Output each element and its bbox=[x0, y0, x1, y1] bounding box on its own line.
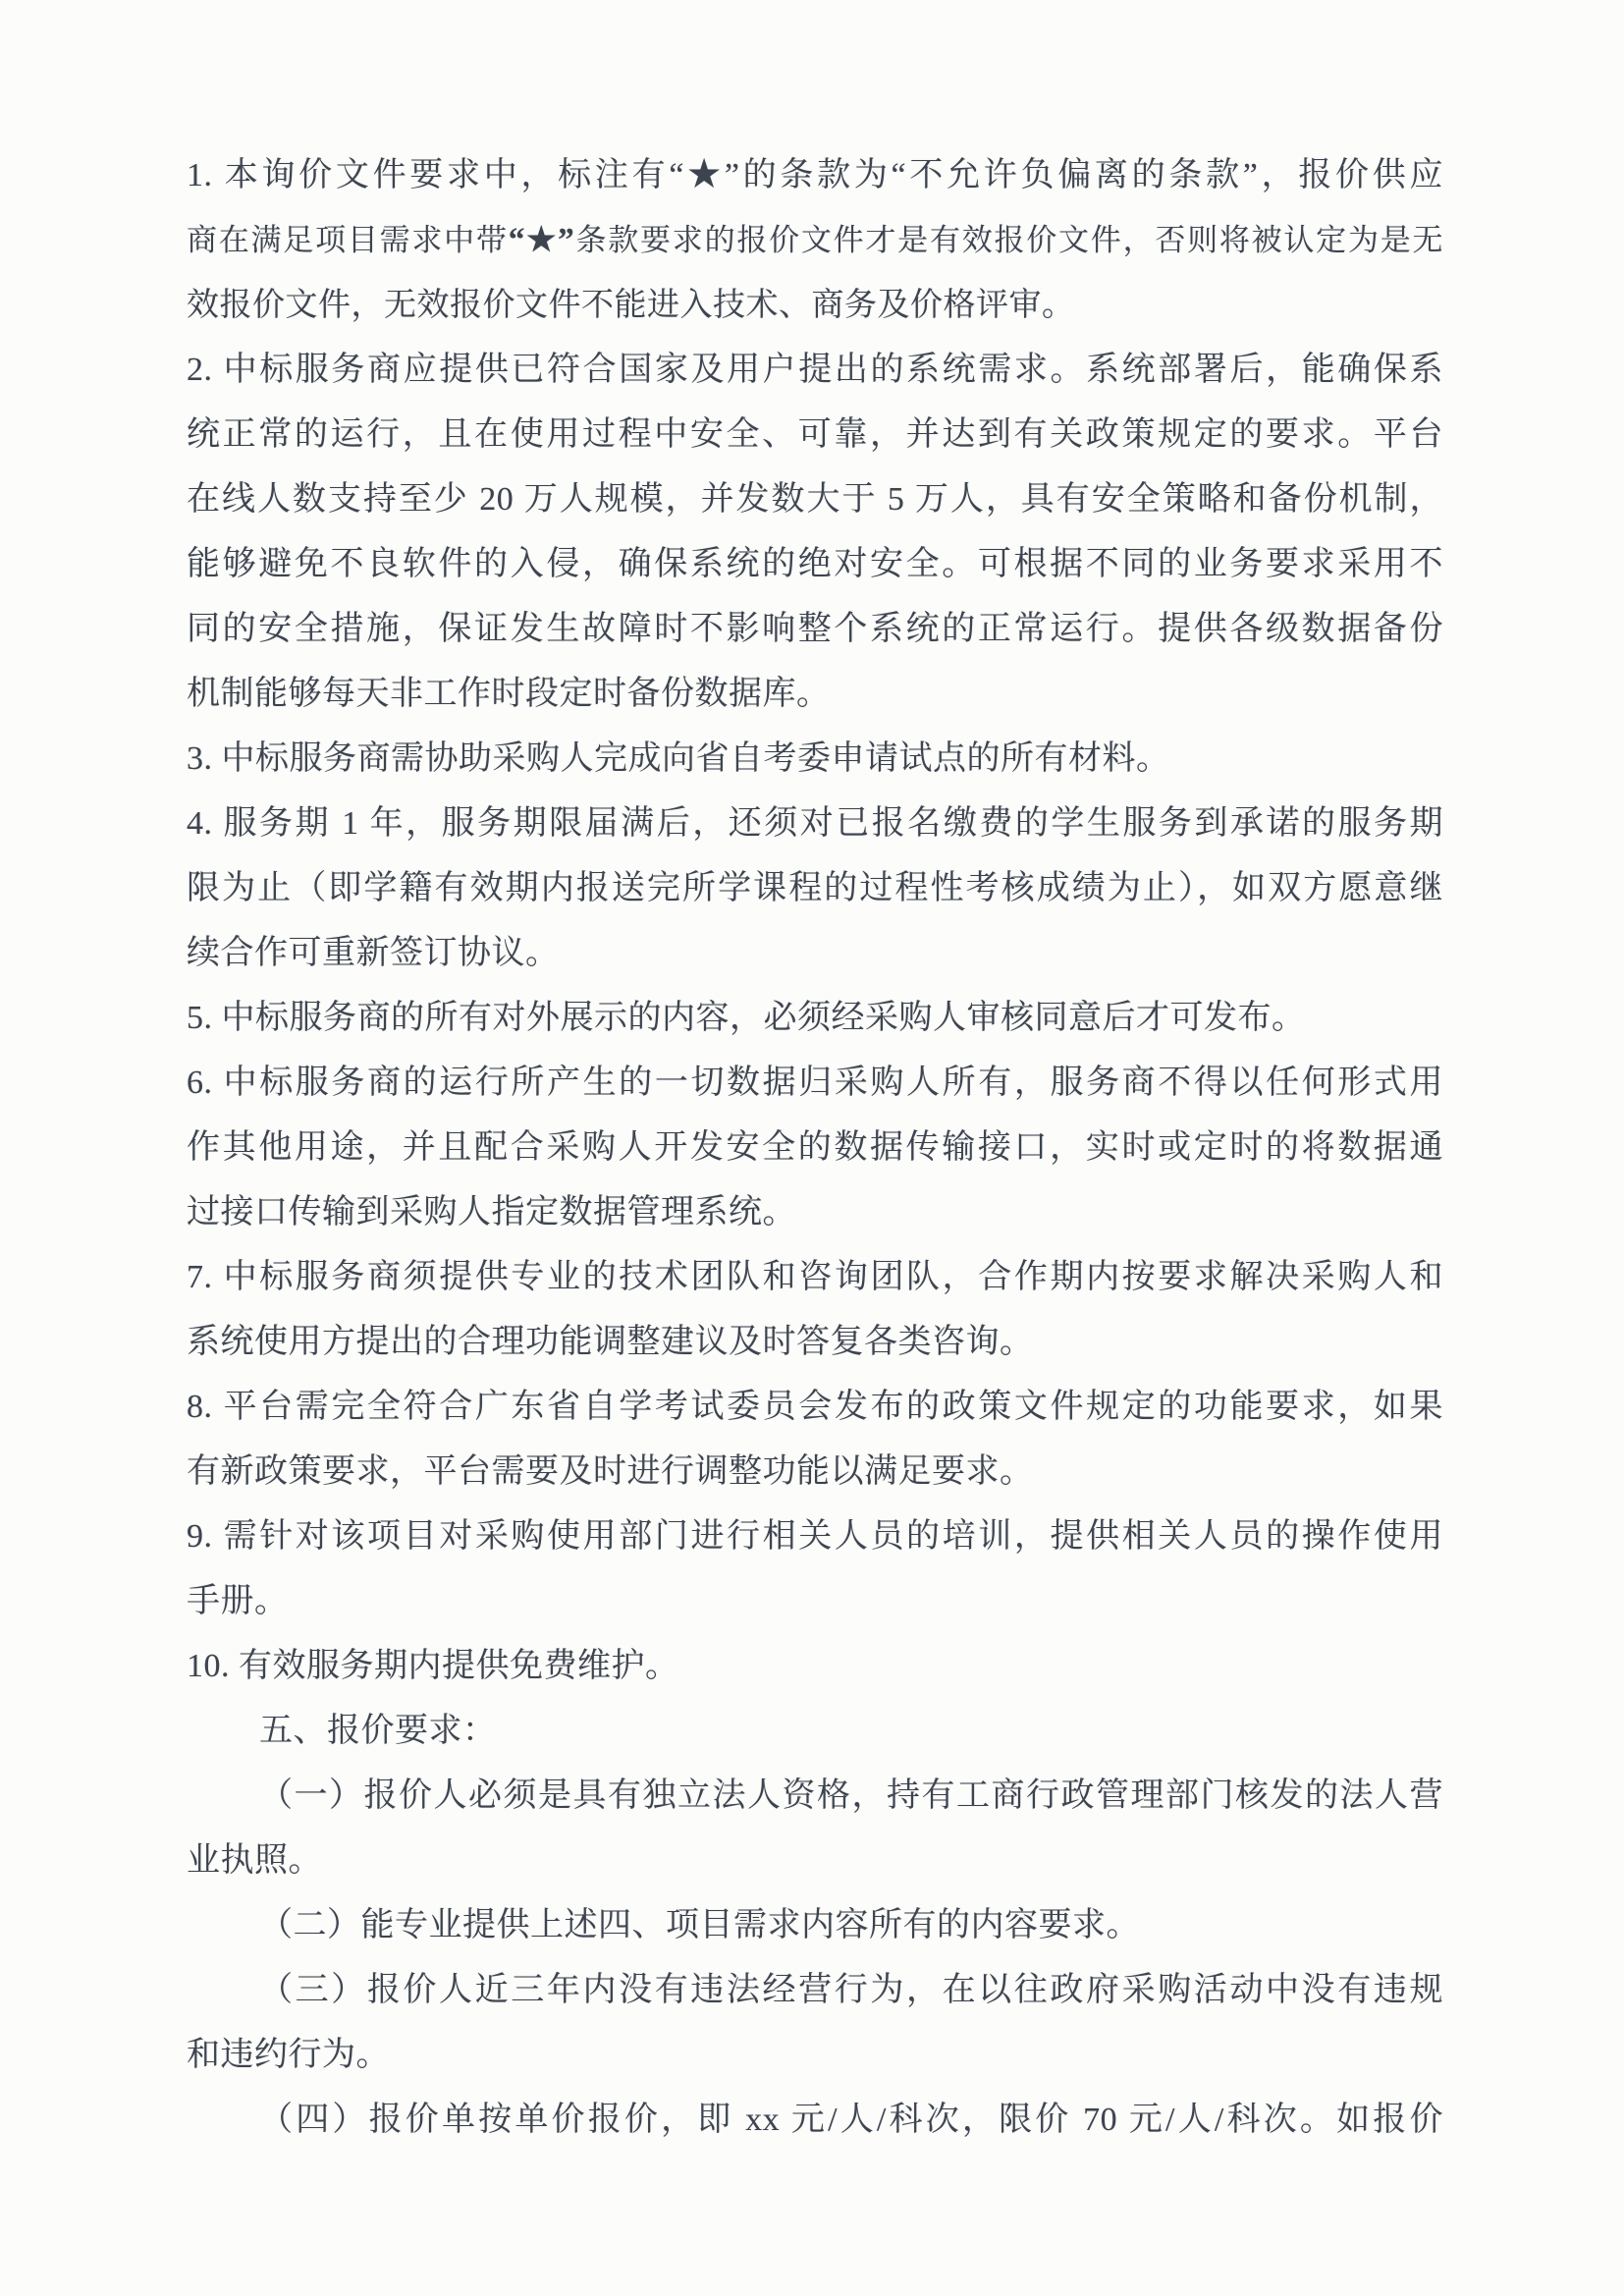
text-line: 10. 有效服务期内提供免费维护。 bbox=[187, 1648, 679, 1684]
text-line: 6. 中标服务商的运行所产生的一切数据归采购人所有，服务商不得以任何形式用 bbox=[187, 1065, 1443, 1101]
text-line: 和违约行为。 bbox=[187, 2037, 390, 2073]
text-line: 续合作可重新签订协议。 bbox=[187, 935, 560, 971]
text-line: 在线人数支持至少 20 万人规模，并发数大于 5 万人，具有安全策略和备份机制， bbox=[187, 481, 1443, 518]
text-line: 2. 中标服务商应提供已符合国家及用户提出的系统需求。系统部署后，能确保系 bbox=[187, 352, 1443, 388]
text-line: 限为止（即学籍有效期内报送完所学课程的过程性考核成绩为止），如双方愿意继 bbox=[187, 870, 1443, 906]
text-line: 有新政策要求，平台需要及时进行调整功能以满足要求。 bbox=[187, 1453, 1034, 1490]
text-block bbox=[187, 143, 1443, 2153]
text-line: 7. 中标服务商须提供专业的技术团队和咨询团队，合作期内按要求解决采购人和 bbox=[187, 1259, 1443, 1295]
text-line: 1. 本询价文件要求中，标注有“★”的条款为“不允许负偏离的条款”，报价供应 bbox=[187, 157, 1443, 193]
text-line: 统正常的运行，且在使用过程中安全、可靠，并达到有关政策规定的要求。平台 bbox=[187, 416, 1443, 453]
text-line: 同的安全措施，保证发生故障时不影响整个系统的正常运行。提供各级数据备份 bbox=[187, 611, 1443, 647]
text-line: 9. 需针对该项目对采购使用部门进行相关人员的培训，提供相关人员的操作使用 bbox=[187, 1518, 1443, 1555]
text-line: 3. 中标服务商需协助采购人完成向省自考委申请试点的所有材料。 bbox=[187, 740, 1170, 777]
text-line: （二）能专业提供上述四、项目需求内容所有的内容要求。 bbox=[259, 1907, 1140, 1943]
text-line: 商在满足项目需求中带“★”条款要求的报价文件才是有效报价文件，否则将被认定为是无 bbox=[187, 222, 1443, 258]
text-line: 5. 中标服务商的所有对外展示的内容，必须经采购人审核同意后才可发布。 bbox=[187, 1000, 1306, 1036]
text-line: 效报价文件，无效报价文件不能进入技术、商务及价格评审。 bbox=[187, 288, 1075, 323]
text-line: 8. 平台需完全符合广东省自学考试委员会发布的政策文件规定的功能要求，如果 bbox=[187, 1389, 1443, 1425]
text-line: （一）报价人必须是具有独立法人资格，持有工商行政管理部门核发的法人营 bbox=[259, 1777, 1443, 1814]
text-line: 能够避免不良软件的入侵，确保系统的绝对安全。可根据不同的业务要求采用不 bbox=[187, 546, 1443, 582]
text-line: （三）报价人近三年内没有违法经营行为，在以往政府采购活动中没有违规 bbox=[259, 1972, 1443, 2008]
star-mark: “★” bbox=[508, 222, 575, 258]
text-line: 过接口传输到采购人指定数据管理系统。 bbox=[187, 1194, 796, 1230]
text-line: 机制能够每天非工作时段定时备份数据库。 bbox=[187, 676, 831, 712]
text-line: 作其他用途，并且配合采购人开发安全的数据传输接口，实时或定时的将数据通 bbox=[187, 1129, 1443, 1166]
text-line: 手册。 bbox=[187, 1583, 289, 1619]
text-line: 业执照。 bbox=[187, 1842, 322, 1879]
text-line: 系统使用方提出的合理功能调整建议及时答复各类咨询。 bbox=[187, 1324, 1034, 1360]
text-line: 五、报价要求： bbox=[259, 1713, 497, 1749]
text-line: 4. 服务期 1 年，服务期限届满后，还须对已报名缴费的学生服务到承诺的服务期 bbox=[187, 805, 1443, 842]
text-line: （四）报价单按单价报价，即 xx 元/人/科次，限价 70 元/人/科次。如报价 bbox=[259, 2102, 1443, 2138]
